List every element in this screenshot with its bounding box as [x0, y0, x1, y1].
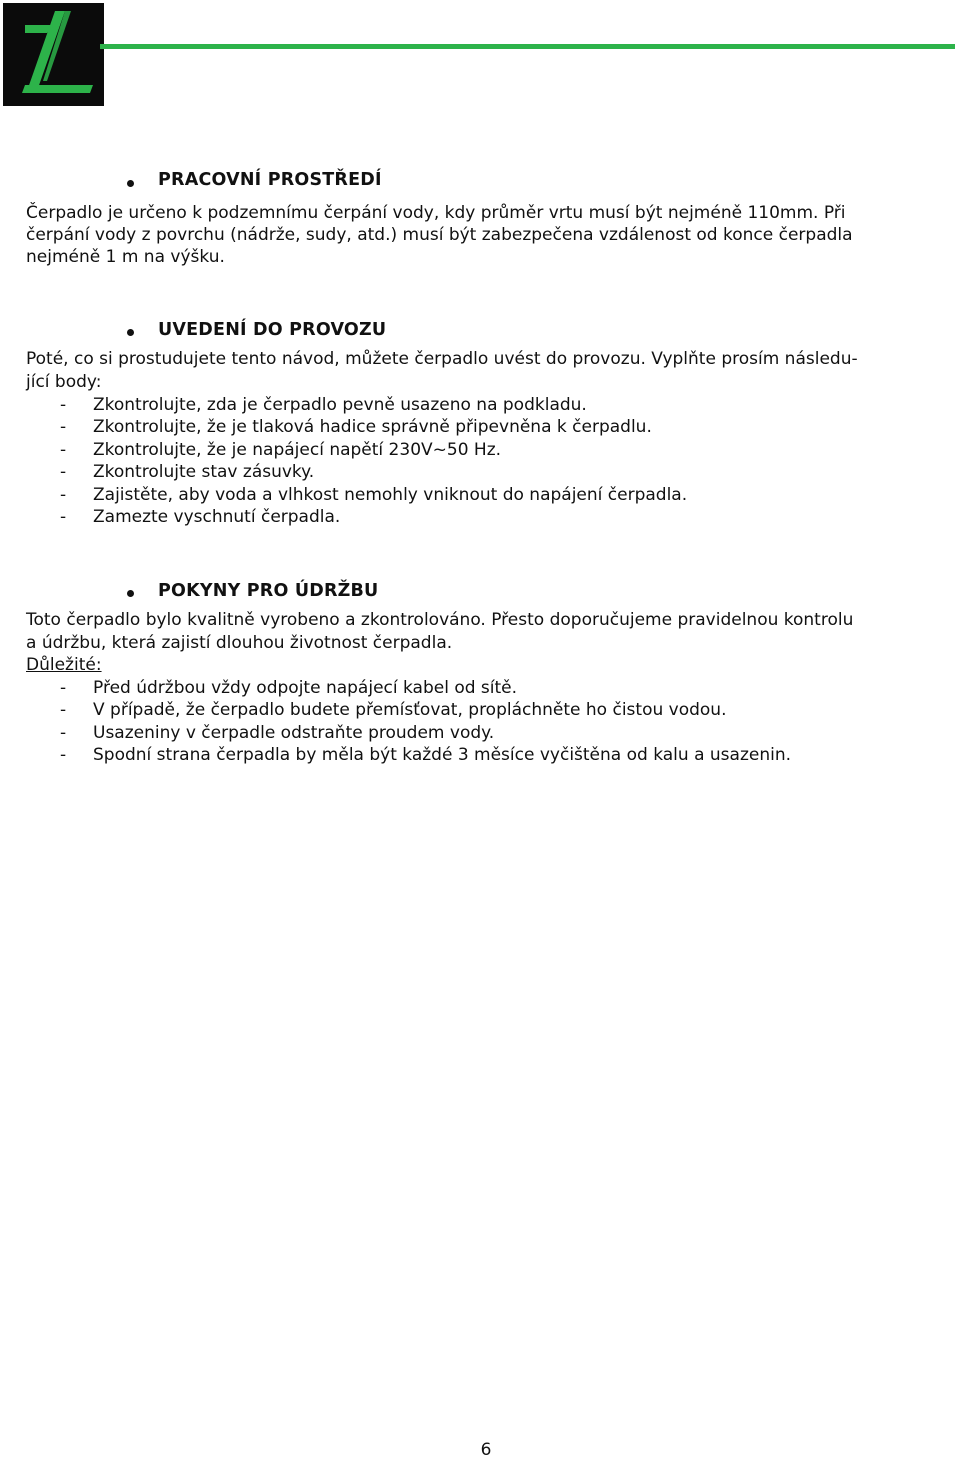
- section-title-pracovni-prostredi: PRACOVNÍ PROSTŘEDÍ: [158, 170, 382, 190]
- section-title-pokyny-pro-udrzbu: POKYNY PRO ÚDRŽBU: [158, 581, 379, 601]
- list-item-text: Před údržbou vždy odpojte napájecí kabel od sítě.: [93, 678, 518, 698]
- section-title-uvedeni-do-provozu: UVEDENÍ DO PROVOZU: [158, 320, 387, 340]
- list-item-text: V případě, že čerpadlo budete přemísťovat, propláchněte ho čistou vodou.: [93, 700, 727, 720]
- list-dash: -: [60, 395, 67, 415]
- important-label: Důležité:: [26, 655, 102, 675]
- section-paragraph-line: jící body:: [26, 372, 102, 392]
- list-dash: -: [60, 700, 67, 720]
- section-paragraph-line: Čerpadlo je určeno k podzemnímu čerpání vody, kdy průměr vrtu musí být nejméně 110mm. Při: [26, 203, 846, 223]
- company-logo: [3, 3, 104, 106]
- list-dash: -: [60, 678, 67, 698]
- z-logo-icon: [3, 3, 104, 106]
- list-dash: -: [60, 723, 67, 743]
- list-dash: -: [60, 485, 67, 505]
- section-paragraph-line: čerpání vody z povrchu (nádrže, sudy, atd.) musí být zabezpečena vzdálenost od konce čerpadla: [26, 225, 853, 245]
- section-paragraph-line: nejméně 1 m na výšku.: [26, 247, 225, 267]
- section-paragraph-line: Toto čerpadlo bylo kvalitně vyrobeno a zkontrolováno. Přesto doporučujeme pravidelnou kontrolu: [26, 610, 854, 630]
- bullet-icon: [127, 590, 134, 597]
- list-dash: -: [60, 745, 67, 765]
- bullet-icon: [127, 180, 134, 187]
- list-item-text: Zkontrolujte, že je napájecí napětí 230V~50 Hz.: [93, 440, 502, 460]
- list-item-text: Spodní strana čerpadla by měla být každé 3 měsíce vyčištěna od kalu a usazenin.: [93, 745, 792, 765]
- list-dash: -: [60, 507, 67, 527]
- list-item-text: Zkontrolujte, zda je čerpadlo pevně usazeno na podkladu.: [93, 395, 587, 415]
- list-item-text: Zamezte vyschnutí čerpadla.: [93, 507, 341, 527]
- list-dash: -: [60, 462, 67, 482]
- list-dash: -: [60, 440, 67, 460]
- list-item-text: Zkontrolujte, že je tlaková hadice správně připevněna k čerpadlu.: [93, 417, 652, 437]
- list-dash: -: [60, 417, 67, 437]
- section-paragraph-line: a údržbu, která zajistí dlouhou životnost čerpadla.: [26, 633, 453, 653]
- list-item-text: Zkontrolujte stav zásuvky.: [93, 462, 315, 482]
- list-item-text: Zajistěte, aby voda a vlhkost nemohly vniknout do napájení čerpadla.: [93, 485, 688, 505]
- bullet-icon: [127, 329, 134, 336]
- page-number: 6: [480, 1440, 492, 1460]
- list-item-text: Usazeniny v čerpadle odstraňte proudem vody.: [93, 723, 495, 743]
- section-paragraph-line: Poté, co si prostudujete tento návod, můžete čerpadlo uvést do provozu. Vyplňte prosím následu-: [26, 349, 858, 369]
- header-rule: [100, 44, 955, 49]
